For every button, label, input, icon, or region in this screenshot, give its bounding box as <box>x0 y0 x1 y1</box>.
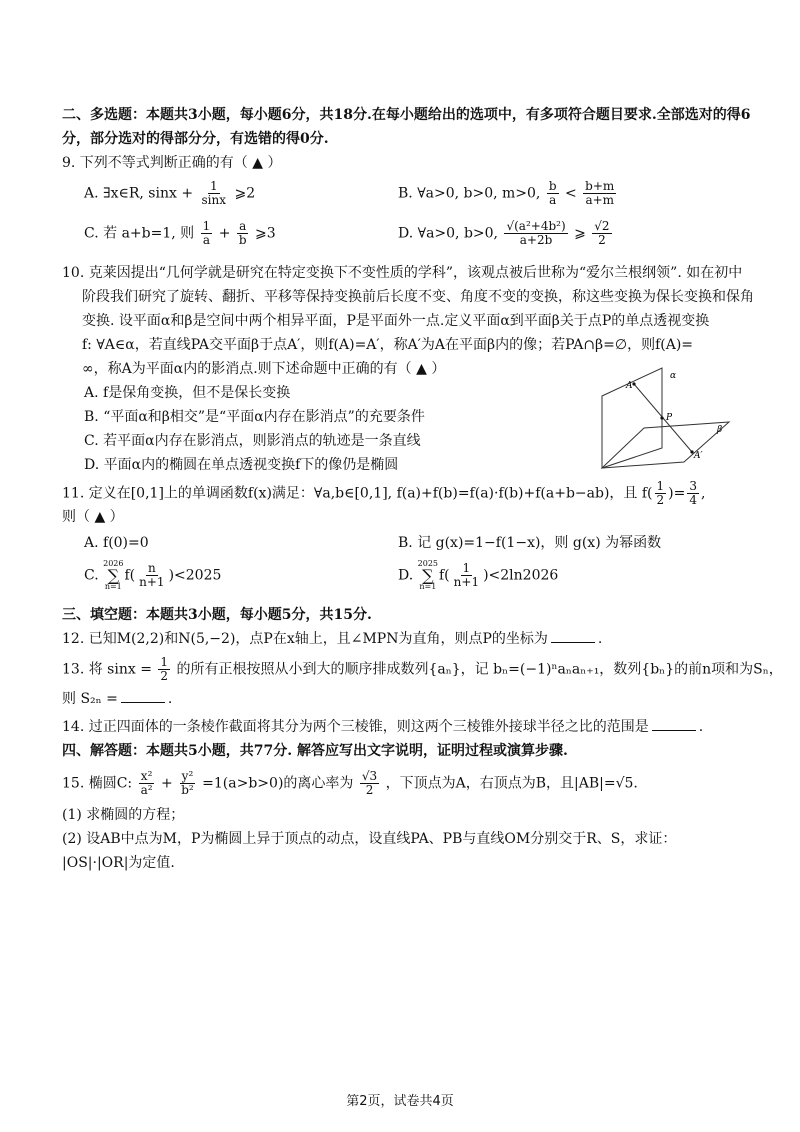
label-a: A <box>626 381 633 391</box>
q11-option-d: D. 2025 ∑ n=1 f( $\frac{1}{n+1}$ )<2ln2026 <box>398 559 559 591</box>
q13-line2: 则 S₂ₙ = . <box>62 691 173 707</box>
section-3-heading: 三、填空题：本题共3小题，每小题5分，共15分. <box>62 607 372 623</box>
q11-option-a: A. f(0)=0 <box>84 535 149 551</box>
page-footer: 第2页，试卷共4页 <box>346 1094 454 1109</box>
section-2-heading-line1: 二、多选题：本题共3小题，每小题6分，共18分.在每小题给出的选项中，有多项符合题目要求.全部选对的得6 <box>62 107 751 123</box>
q15-part2-cont: |OS|·|OR|为定值. <box>62 855 175 871</box>
q11-line1: 11. 定义在[0,1]上的单调函数f(x)满足：∀a,b∈[0,1], f(a)+f(b)=f(a)·f(b)+f(a+b−ab)，且 f( $\frac{1}{2}$ )= $\frac{3}{4}$ , <box>62 479 706 507</box>
label-a-prime: A′ <box>694 451 703 461</box>
q10-option-b: B. “平面α和β相交”是“平面α内存在影消点”的充要条件 <box>84 409 425 425</box>
q10-line2: 阶段我们研究了旋转、翻折、平移等保持变换前后长度不变、角度不变的变换，称这些变换为保长变换和保角 <box>82 289 754 305</box>
section-4-heading: 四、解答题：本题共5小题，共77分. 解答应写出文字说明，证明过程或演算步骤. <box>62 743 568 759</box>
q11-option-b: B. 记 g(x)=1−f(1−x)，则 g(x) 为幂函数 <box>398 535 662 551</box>
q10-option-c: C. 若平面α内存在影消点，则影消点的轨迹是一条直线 <box>84 433 421 449</box>
plane-beta-shape <box>602 422 729 468</box>
q13-answer-blank <box>121 690 165 703</box>
q10-line4: f: ∀A∈α，若直线PA交平面β于点A′，则f(A)=A′，称A′为A在平面β内的像；若PA∩β=∅，则f(A)= <box>82 337 694 353</box>
perspective-transform-figure <box>584 362 734 472</box>
point-a-mark <box>632 382 635 385</box>
section-2-heading-line2: 分，部分选对的得部分分，有选错的得0分. <box>62 131 329 147</box>
q9-stem: 9. 下列不等式判断正确的有（ ▲ ） <box>62 155 282 171</box>
q11-option-c: C. 2026 ∑ n=1 f( $\frac{n}{n+1}$ )<2025 <box>84 559 222 591</box>
q9-option-d: D. ∀a>0, b>0, $\frac{\text{√(a²+4b²)}}{a+2b}$ ⩾ $\frac{√2}{2}$ <box>398 219 610 247</box>
q10-option-d: D. 平面α内的椭圆在单点透视变换f下的像仍是椭圆 <box>84 457 399 473</box>
q10-line3: 变换. 设平面α和β是空间中两个相异平面，P是平面外一点.定义平面α到平面β关于点P的单点透视变换 <box>82 313 710 329</box>
q14: 14. 过正四面体的一条棱作截面将其分为两个三棱锥，则这两个三棱锥外接球半径之比的范围是 . <box>62 719 704 735</box>
point-p-mark <box>660 416 663 419</box>
q15-part2: (2) 设AB中点为M，P为椭圆上异于顶点的动点，设直线PA、PB与直线OM分别交于R、S，求证： <box>62 831 677 847</box>
label-p: P <box>666 413 673 423</box>
q12-answer-blank <box>551 630 595 643</box>
q10-line1: 10. 克莱因提出“几何学就是研究在特定变换下不变性质的学科”，该观点被后世称为“爱尔兰根纲领”. 如在初中 <box>62 265 743 281</box>
q9-option-a: A. ∃x∈R, sinx + $\frac{1}{\sin x}$ ⩾2 <box>84 179 256 207</box>
q11-line2: 则（ ▲ ） <box>62 509 124 525</box>
q9-option-c: C. 若 a+b=1, 则 $\frac{1}{a}$ + $\frac{a}{b}$ ⩾3 <box>84 219 276 247</box>
q13-line1: 13. 将 sinx = $\frac{1}{2}$ 的所有正根按照从小到大的顺序排成数列{aₙ}，记 bₙ=(−1)ⁿaₙaₙ₊₁，数列{bₙ}的前n项和为Sₙ， <box>62 655 783 683</box>
q15-line1: 15. 椭圆C: $\frac{\text{x²}}{\text{a²}}$ + $\frac{\text{y²}}{\text{b²}}$ =1(a>b>0)的离心率为 $\frac{√3}{2}$ ，下顶点为A，右顶点为B，且|AB|=√5. <box>62 769 638 797</box>
label-beta: β <box>717 425 723 435</box>
q15-part1: (1) 求椭圆的方程； <box>62 807 185 823</box>
label-alpha: α <box>670 371 677 381</box>
q10-line5: ∞，称A为平面α内的影消点.则下述命题中正确的有（ ▲ ） <box>82 361 446 377</box>
q9-option-b: B. ∀a>0, b>0, m>0, $\frac{b}{a}$ < $\frac{b+m}{a+m}$ <box>398 179 615 207</box>
q14-answer-blank <box>652 718 696 731</box>
q12: 12. 已知M(2,2)和N(5,−2)，点P在x轴上，且∠MPN为直角，则点P的坐标为 . <box>62 631 603 647</box>
q10-option-a: A. f是保角变换，但不是保长变换 <box>84 385 291 401</box>
